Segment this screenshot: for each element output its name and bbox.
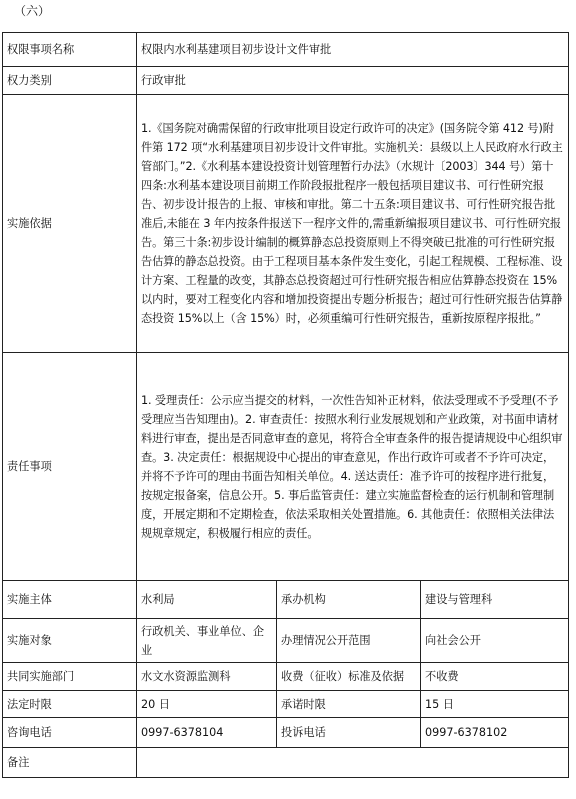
consult-phone-label: 咨询电话 (3, 718, 137, 748)
power-name-value: 权限内水利基建项目初步设计文件审批 (137, 33, 569, 67)
target-value: 行政机关、事业单位、企业 (137, 619, 277, 663)
basis-label: 实施依据 (3, 95, 137, 353)
section-heading: （六） (14, 4, 51, 18)
remarks-value (137, 748, 569, 778)
power-item-table (2, 32, 569, 778)
row-implementer (3, 581, 569, 619)
implementer-label: 实施主体 (3, 581, 137, 619)
complaint-phone-label: 投诉电话 (277, 718, 421, 748)
row-power-type (3, 67, 569, 95)
promised-time-value: 15 日 (421, 691, 569, 718)
fee-value: 不收费 (421, 663, 569, 691)
promised-time-label: 承诺时限 (277, 691, 421, 718)
row-basis (3, 95, 569, 353)
legal-time-value: 20 日 (137, 691, 277, 718)
handling-org-value: 建设与管理科 (421, 581, 569, 619)
responsibility-value: 1. 受理责任：公示应当提交的材料，一次性告知补正材料，依法受理或不予受理(不予受理应当告知理由)。2. 审查责任：按照水利行业发展规划和产业政策，对书面申请材料进行审查，提出是否同意审查的意见，将符合全审查条件的报告提请规设中心组织审查。3. 决定责任：根据规设中心提出的审查意见，作出行政许可或者不予许可决定，并将不予许可的理由书面告知相关单位。4. 送达责任：准予许可的按程序进行批复，按规定报备案，信息公开。5. 事后监管责任：建立实施监督检查的运行机制和管理制度，开展定期和不定期检查，依法采取相关处置措施。6. 其他责任：依照相关法律法规规章规定，积极履行相应的责任。 (137, 353, 569, 581)
power-type-value: 行政审批 (137, 67, 569, 95)
row-power-name (3, 33, 569, 67)
row-target (3, 619, 569, 663)
fee-label: 收费（征收）标准及依据 (277, 663, 421, 691)
implementer-value: 水利局 (137, 581, 277, 619)
joint-dept-value: 水文水资源监测科 (137, 663, 277, 691)
row-responsibility (3, 353, 569, 581)
disclosure-scope-value: 向社会公开 (421, 619, 569, 663)
joint-dept-label: 共同实施部门 (3, 663, 137, 691)
row-phone (3, 718, 569, 748)
power-name-label: 权限事项名称 (3, 33, 137, 67)
basis-value: 1.《国务院对确需保留的行政审批项目设定行政许可的决定》(国务院令第 412 号)附件第 172 项“水利基建项目初步设计文件审批。实施机关：县级以上人民政府水行政主管部门。”2.《水利基本建设投资计划管理暂行办法》（水规计〔2003〕344 号）第十四条:水利基本建设项目前期工作阶段报批程序一般包括项目建议书、可行性研究报告、初步设计报告的上报、审核和审批。第二十五条:项目建议书、可行性研究报告批准后,未能在 3 年内按条件报送下一程序文件的,需重新编报项目建议书、可行性研究报告。第三十条:初步设计编制的概算静态总投资原则上不得突破已批准的可行性研究报告估算的静态总投资。由于工程项目基本条件发生变化，引起工程规模、工程标准、设计方案、工程量的改变，其静态总投资超过可行性研究报告相应估算静态投资在 15%以内时，要对工程变化内容和增加投资提出专题分析报告；超过可行性研究报告估算静态投资 15%以上（含 15%）时，必须重编可行性研究报告，重新按原程序报批。” (137, 95, 569, 353)
complaint-phone-value: 0997-6378102 (421, 718, 569, 748)
row-time-limit (3, 691, 569, 718)
legal-time-label: 法定时限 (3, 691, 137, 718)
handling-org-label: 承办机构 (277, 581, 421, 619)
remarks-label: 备注 (3, 748, 137, 778)
power-type-label: 权力类别 (3, 67, 137, 95)
row-joint (3, 663, 569, 691)
row-remarks (3, 748, 569, 778)
consult-phone-value: 0997-6378104 (137, 718, 277, 748)
target-label: 实施对象 (3, 619, 137, 663)
responsibility-label: 责任事项 (3, 353, 137, 581)
disclosure-scope-label: 办理情况公开范围 (277, 619, 421, 663)
